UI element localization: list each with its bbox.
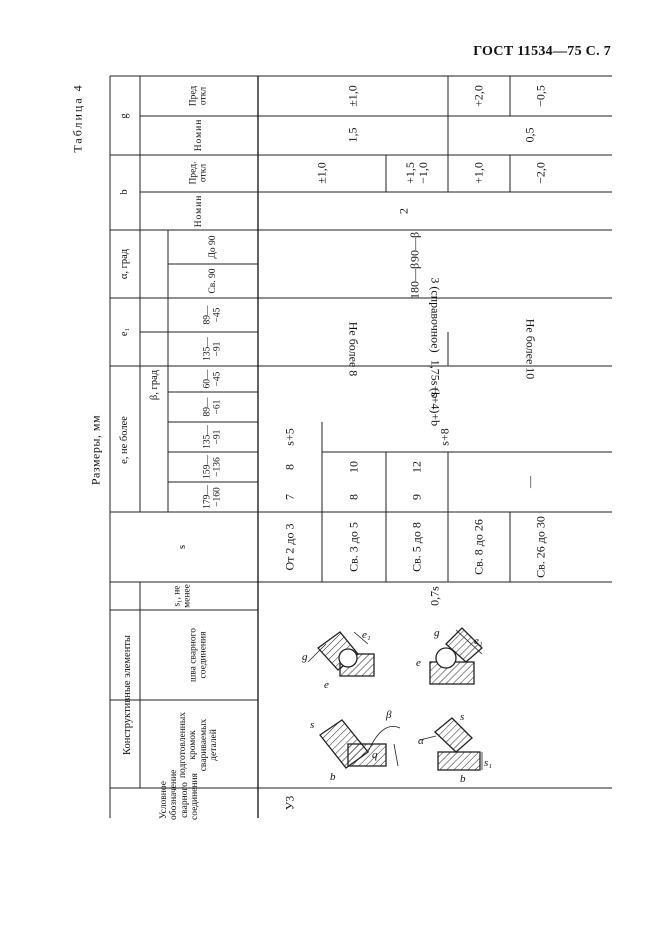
g-pred-value: +2,0 — [471, 85, 486, 107]
e-value: 7 — [282, 494, 297, 500]
g-pred-header: Пред откл — [188, 85, 209, 107]
e1-header: e₁ — [119, 327, 131, 337]
s1-value: 0,7s — [427, 586, 442, 606]
g-pred-value: ±1,0 — [345, 85, 360, 107]
table-caption: Таблица 4 — [70, 83, 85, 153]
diagram-label: β — [386, 709, 392, 721]
b-pred-header: Пред. откл — [188, 161, 209, 185]
e-formula: 1,75s+b — [428, 359, 443, 399]
beta-range-60: 60—−45 — [202, 369, 223, 389]
diagram-label: q — [372, 749, 378, 761]
b-nomin-header: Номин — [193, 194, 204, 228]
weld-seam-diagram — [296, 614, 492, 698]
diagram-label: s₁ — [484, 757, 493, 769]
beta-range-159: 159—−136 — [202, 455, 223, 479]
alpha-range-upto90: До 90 — [207, 235, 218, 259]
e-value: 8 — [282, 464, 297, 470]
diagram-label: s — [310, 719, 315, 731]
e-value: 12 — [409, 461, 424, 473]
weld-seam-header: шва сварного соединения — [188, 627, 209, 683]
e-value: s+5 — [282, 428, 297, 446]
alpha-value: 90—β — [407, 231, 422, 263]
g-nomin-value: 1,5 — [345, 127, 360, 143]
s-value: Св. 8 до 26 — [471, 519, 486, 575]
beta-header: β, град — [149, 369, 161, 401]
s-value: Св. 5 до 8 — [409, 522, 424, 572]
s-value: Св. 26 до 30 — [533, 516, 548, 578]
b-pred-value: +1,0 — [471, 162, 486, 184]
e1-range-135: 135—−91 — [202, 337, 223, 361]
constructive-header: Конструктивные элементы — [122, 635, 134, 755]
e-value: 9 — [409, 494, 424, 500]
s-value: От 2 до 3 — [282, 523, 297, 571]
diagram-label: s — [460, 711, 465, 723]
alpha-value: 180—β — [407, 262, 422, 300]
beta-range-179: 179—−160 — [202, 485, 223, 509]
prepared-edges-header: подготовленных кромок свариваемых деталей — [178, 711, 220, 779]
designation-header: Условное обозначение сварного соединения — [159, 769, 201, 820]
b-pred-value: ±1,0 — [314, 162, 329, 184]
g-pred-value: −0,5 — [533, 85, 548, 107]
diagram-label: g — [434, 627, 440, 639]
e-header: e, не более — [119, 416, 131, 464]
s1-header: s₁, не менее — [172, 584, 193, 608]
e-dash: — — [522, 476, 537, 488]
g-header: g — [119, 113, 131, 119]
b-pred-value: −2,0 — [533, 162, 548, 184]
diagram-label: e — [416, 657, 421, 669]
diagram-label: g — [302, 651, 308, 663]
designation-value: У3 — [282, 795, 297, 811]
e1-value: 3 (справочное) — [428, 277, 443, 353]
s-value: Св. 3 до 5 — [346, 522, 361, 572]
diagram-label: e — [324, 679, 329, 691]
diagram-label: e₁ — [474, 635, 483, 647]
g-nomin-value: 0,5 — [522, 127, 537, 143]
e-value: 10 — [346, 461, 361, 473]
prepared-edges-diagram — [290, 700, 500, 786]
e1-value: Не более 10 — [523, 318, 538, 380]
page-header: ГОСТ 11534—75 С. 7 — [473, 44, 611, 59]
e1-value: Не более 8 — [346, 321, 361, 377]
diagram-label: b — [330, 771, 336, 783]
dimensions-caption: Размеры, мм — [88, 414, 103, 486]
alpha-range-over90: Св. 90 — [207, 268, 218, 294]
diagram-label: α — [418, 735, 424, 747]
e-value: 8 — [346, 494, 361, 500]
e1-range-89: 89—−45 — [202, 305, 223, 325]
e-formula: (s+4)+b — [428, 387, 443, 427]
b-header: b — [119, 189, 131, 195]
diagram-label: b — [460, 773, 466, 785]
b-pred-value: +1,5 −1,0 — [402, 162, 430, 184]
diagram-label: e₁ — [362, 629, 371, 641]
s-header: s — [177, 544, 189, 550]
e-value: s+8 — [437, 428, 452, 446]
b-nomin-value: 2 — [396, 208, 411, 214]
beta-range-135: 135—−91 — [202, 425, 223, 449]
g-nomin-header: Номин — [193, 118, 204, 152]
alpha-header: α, град — [119, 248, 131, 280]
beta-range-89: 89—−61 — [202, 397, 223, 417]
